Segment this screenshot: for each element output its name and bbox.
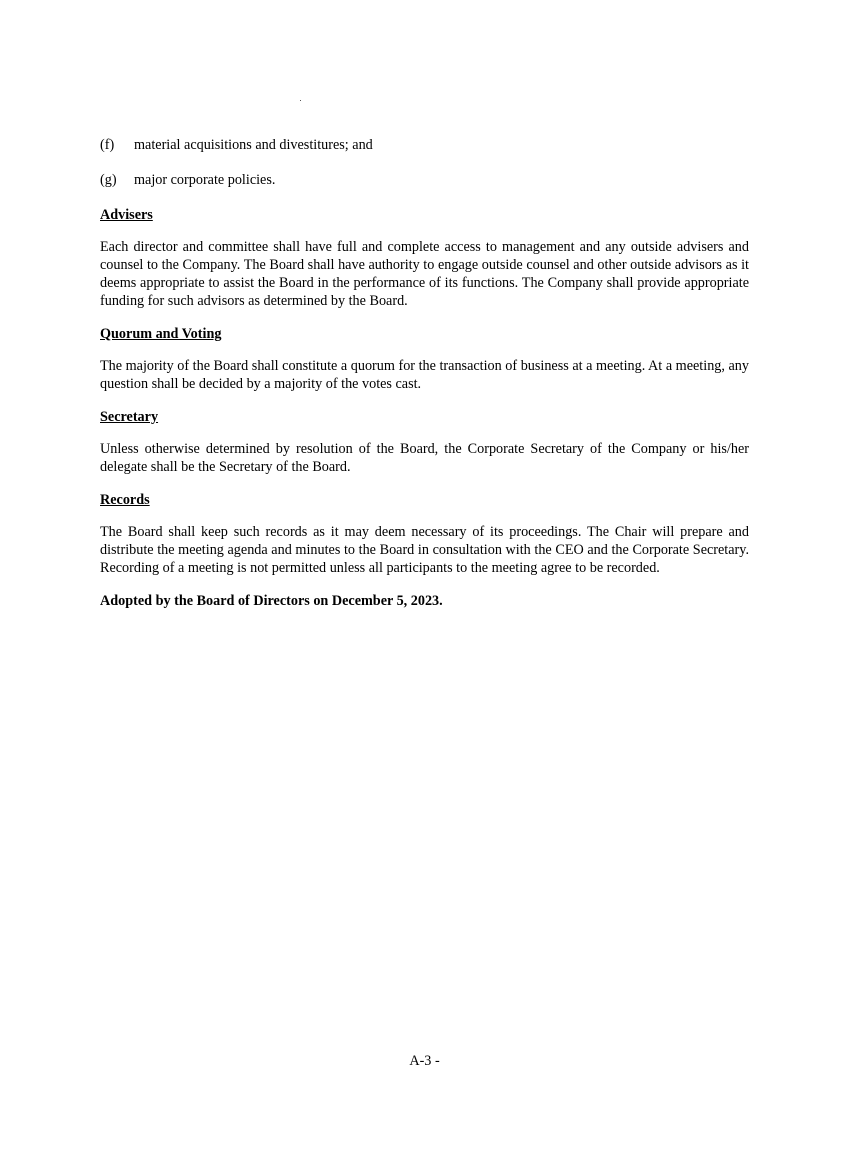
document-body <box>100 136 749 610</box>
adoption-statement: Adopted by the Board of Directors on December 5, 2023. <box>100 593 443 609</box>
list-item-text: major corporate policies. <box>134 172 276 188</box>
section-heading-secretary: Secretary <box>100 409 159 425</box>
scan-speck <box>300 100 301 101</box>
page-number: A-3 - <box>409 1053 440 1069</box>
section-body-records: The Board shall keep such records as it may deem necessary of its proceedings. The Chair will prepare and distribute the meeting agenda and minutes to the Board in consultation with the CEO and the Corporate Secretary. Recording of a meeting is not permitted unless all participants to the meeting agree to be recorded. <box>100 524 749 576</box>
section-heading-advisers: Advisers <box>100 207 153 223</box>
list-item-label: (f) <box>100 137 115 153</box>
list-item-label: (g) <box>100 172 117 188</box>
list-item-g <box>100 171 749 189</box>
section-heading-quorum: Quorum and Voting <box>100 326 222 342</box>
section-heading-records: Records <box>100 492 150 508</box>
section-body-advisers: Each director and committee shall have full and complete access to management and any outside advisers and counsel to the Company. The Board shall have authority to engage outside counsel and other outside advisors as it deems appropriate to assist the Board in the performance of its functions. The Company shall provide appropriate funding for such advisors as determined by the Board. <box>100 239 749 309</box>
section-body-quorum: The majority of the Board shall constitute a quorum for the transaction of business at a meeting. At a meeting, any question shall be decided by a majority of the votes cast. <box>100 358 749 392</box>
section-body-secretary: Unless otherwise determined by resolution of the Board, the Corporate Secretary of the Company or his/her delegate shall be the Secretary of the Board. <box>100 441 749 475</box>
list-item-f <box>100 136 749 154</box>
list-item-text: material acquisitions and divestitures; and <box>134 137 373 153</box>
